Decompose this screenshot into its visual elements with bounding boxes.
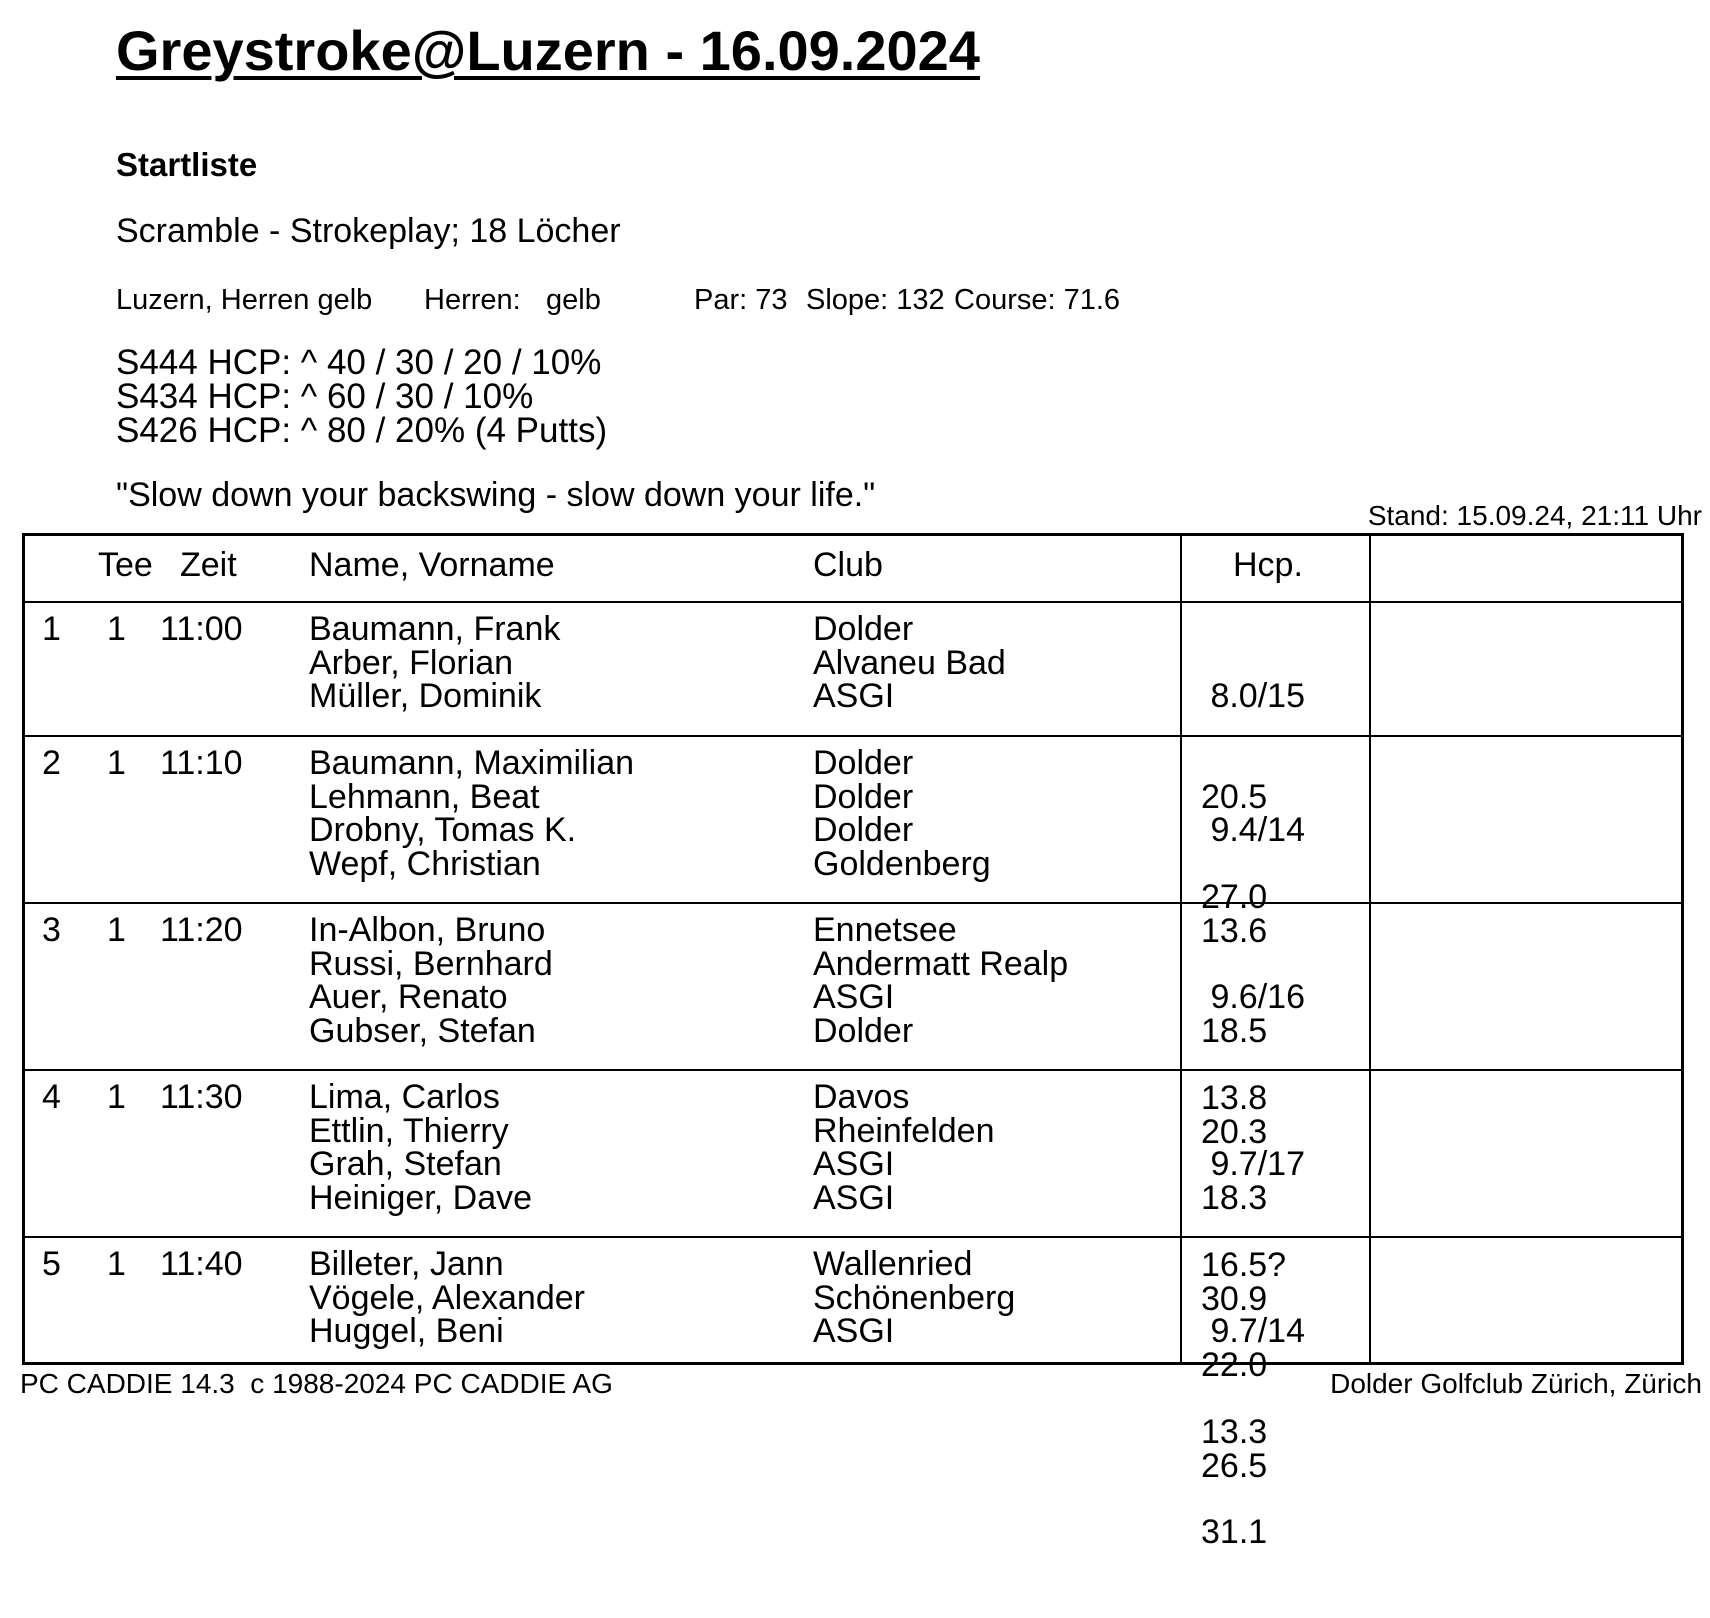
player-club: Rheinfelden	[813, 1111, 995, 1150]
player-names	[309, 1078, 533, 1217]
player-club: Andermatt Realp	[813, 944, 1069, 983]
player-name: Baumann, Maximilian	[309, 744, 635, 782]
player-hcp: 9.4/14	[1201, 811, 1305, 849]
player-club: Schönenberg	[813, 1278, 1016, 1317]
player-clubs	[813, 1078, 995, 1217]
player-club: Ennetsee	[813, 911, 957, 949]
footer-club: Dolder Golfclub Zürich, Zürich	[1330, 1368, 1702, 1399]
player-hcp: 18.3	[1201, 1179, 1268, 1217]
player-hcp: 16.5?	[1201, 1245, 1287, 1284]
hcp-rule: S426 HCP: ^ 80 / 20% (4 Putts)	[116, 411, 608, 450]
flight-tee: 1	[107, 744, 126, 782]
player-club: Wallenried	[813, 1245, 973, 1283]
player-clubs	[813, 911, 1069, 1050]
player-hcp: 20.5	[1201, 777, 1268, 816]
player-hcp: 27.0	[1201, 878, 1268, 916]
player-name: Huggel, Beni	[309, 1312, 504, 1350]
player-hcp: 18.5	[1201, 1012, 1268, 1050]
player-name: Drobny, Tomas K.	[309, 811, 577, 849]
player-name: Auer, Renato	[309, 978, 508, 1016]
player-name: Vögele, Alexander	[309, 1278, 585, 1317]
row-divider	[25, 1069, 1681, 1071]
player-name: Lima, Carlos	[309, 1078, 500, 1116]
player-hcp: 30.9	[1201, 1279, 1268, 1318]
player-hcp: 9.7/17	[1201, 1145, 1305, 1183]
header-club: Club	[813, 546, 883, 584]
page-title: Greystroke@Luzern - 16.09.2024	[116, 19, 980, 82]
player-name: Müller, Dominik	[309, 677, 542, 715]
flight-time: 11:10	[160, 744, 243, 782]
document-subtitle: Startliste	[116, 146, 258, 183]
header-name: Name, Vorname	[309, 546, 555, 584]
header-tee: Tee	[98, 546, 153, 584]
flight-tee: 1	[107, 911, 126, 949]
player-names	[309, 1245, 585, 1350]
player-club: Alvaneu Bad	[813, 643, 1006, 682]
player-name: Wepf, Christian	[309, 844, 541, 883]
player-hcp: 9.6/16	[1201, 978, 1305, 1016]
stand-timestamp: Stand: 15.09.24, 21:11 Uhr	[1367, 500, 1702, 531]
player-hcp: 13.8	[1201, 1078, 1268, 1117]
player-club: ASGI	[813, 978, 895, 1016]
player-name: Gubser, Stefan	[309, 1011, 536, 1050]
flight-number: 1	[42, 610, 61, 648]
player-name: In-Albon, Bruno	[309, 911, 546, 949]
row-divider	[25, 1236, 1681, 1238]
player-hcp: 26.5	[1201, 1446, 1268, 1485]
player-hcp: 8.0/15	[1201, 677, 1305, 715]
player-names	[309, 911, 553, 1050]
flight-tee: 1	[107, 1078, 126, 1116]
header-zeit: Zeit	[180, 546, 237, 584]
player-name: Grah, Stefan	[309, 1145, 502, 1183]
player-hcps	[1201, 1245, 1305, 1617]
competition-format: Scramble - Strokeplay; 18 Löcher	[116, 212, 621, 250]
player-name: Billeter, Jann	[309, 1245, 504, 1283]
course-name: Luzern, Herren gelb	[116, 284, 373, 316]
hcp-rule: S444 HCP: ^ 40 / 30 / 20 / 10%	[116, 343, 602, 382]
flight-tee: 1	[107, 610, 126, 648]
flight-tee: 1	[107, 1245, 126, 1283]
row-divider	[25, 902, 1681, 904]
player-club: Dolder	[813, 1011, 914, 1050]
hcp-rule: S434 HCP: ^ 60 / 30 / 10%	[116, 377, 534, 416]
course-slope: Slope: 132	[806, 284, 945, 316]
tee-label: Herren:	[424, 284, 521, 316]
flight-number: 4	[42, 1078, 61, 1116]
player-club: Dolder	[813, 610, 914, 648]
player-club: ASGI	[813, 1312, 895, 1350]
player-club: Goldenberg	[813, 844, 991, 883]
player-club: Dolder	[813, 777, 914, 816]
player-name: Lehmann, Beat	[309, 777, 540, 816]
quote: "Slow down your backswing - slow down your life."	[116, 476, 876, 514]
flight-number: 2	[42, 744, 61, 782]
flight-number: 3	[42, 911, 61, 949]
player-name: Ettlin, Thierry	[309, 1111, 509, 1150]
player-clubs	[813, 744, 991, 883]
player-hcp: 13.3	[1201, 1412, 1268, 1451]
player-club: Davos	[813, 1078, 910, 1116]
player-names	[309, 610, 561, 715]
hcp-rules	[116, 343, 608, 450]
flight-number: 5	[42, 1245, 61, 1283]
player-hcp: 13.6	[1201, 911, 1268, 950]
player-club: ASGI	[813, 1145, 895, 1183]
column-divider	[1180, 536, 1182, 1362]
player-name: Russi, Bernhard	[309, 944, 553, 983]
footer-software: PC CADDIE 14.3 c 1988-2024 PC CADDIE AG	[20, 1368, 613, 1399]
player-clubs	[813, 1245, 1016, 1350]
row-divider	[25, 735, 1681, 737]
tee-value: gelb	[546, 284, 601, 316]
header-hcp: Hcp.	[1233, 546, 1303, 584]
course-par: Par: 73	[694, 284, 788, 316]
column-divider	[1369, 536, 1371, 1362]
flight-time: 11:00	[160, 610, 243, 648]
player-hcp: 20.3	[1201, 1112, 1268, 1151]
player-club: ASGI	[813, 677, 895, 715]
player-name: Heiniger, Dave	[309, 1178, 533, 1217]
flight-time: 11:20	[160, 911, 243, 949]
flight-time: 11:40	[160, 1245, 243, 1283]
player-names	[309, 744, 635, 883]
row-divider	[25, 601, 1681, 603]
flight-time: 11:30	[160, 1078, 243, 1116]
player-hcp: 31.1	[1201, 1513, 1268, 1551]
player-club: Dolder	[813, 811, 914, 849]
player-hcp: 22.0	[1201, 1346, 1268, 1384]
player-hcp: 9.7/14	[1201, 1312, 1305, 1350]
player-clubs	[813, 610, 1006, 715]
player-name: Baumann, Frank	[309, 610, 561, 648]
player-name: Arber, Florian	[309, 643, 514, 682]
course-rating: Course: 71.6	[954, 284, 1121, 316]
player-club: ASGI	[813, 1178, 895, 1217]
player-club: Dolder	[813, 744, 914, 782]
